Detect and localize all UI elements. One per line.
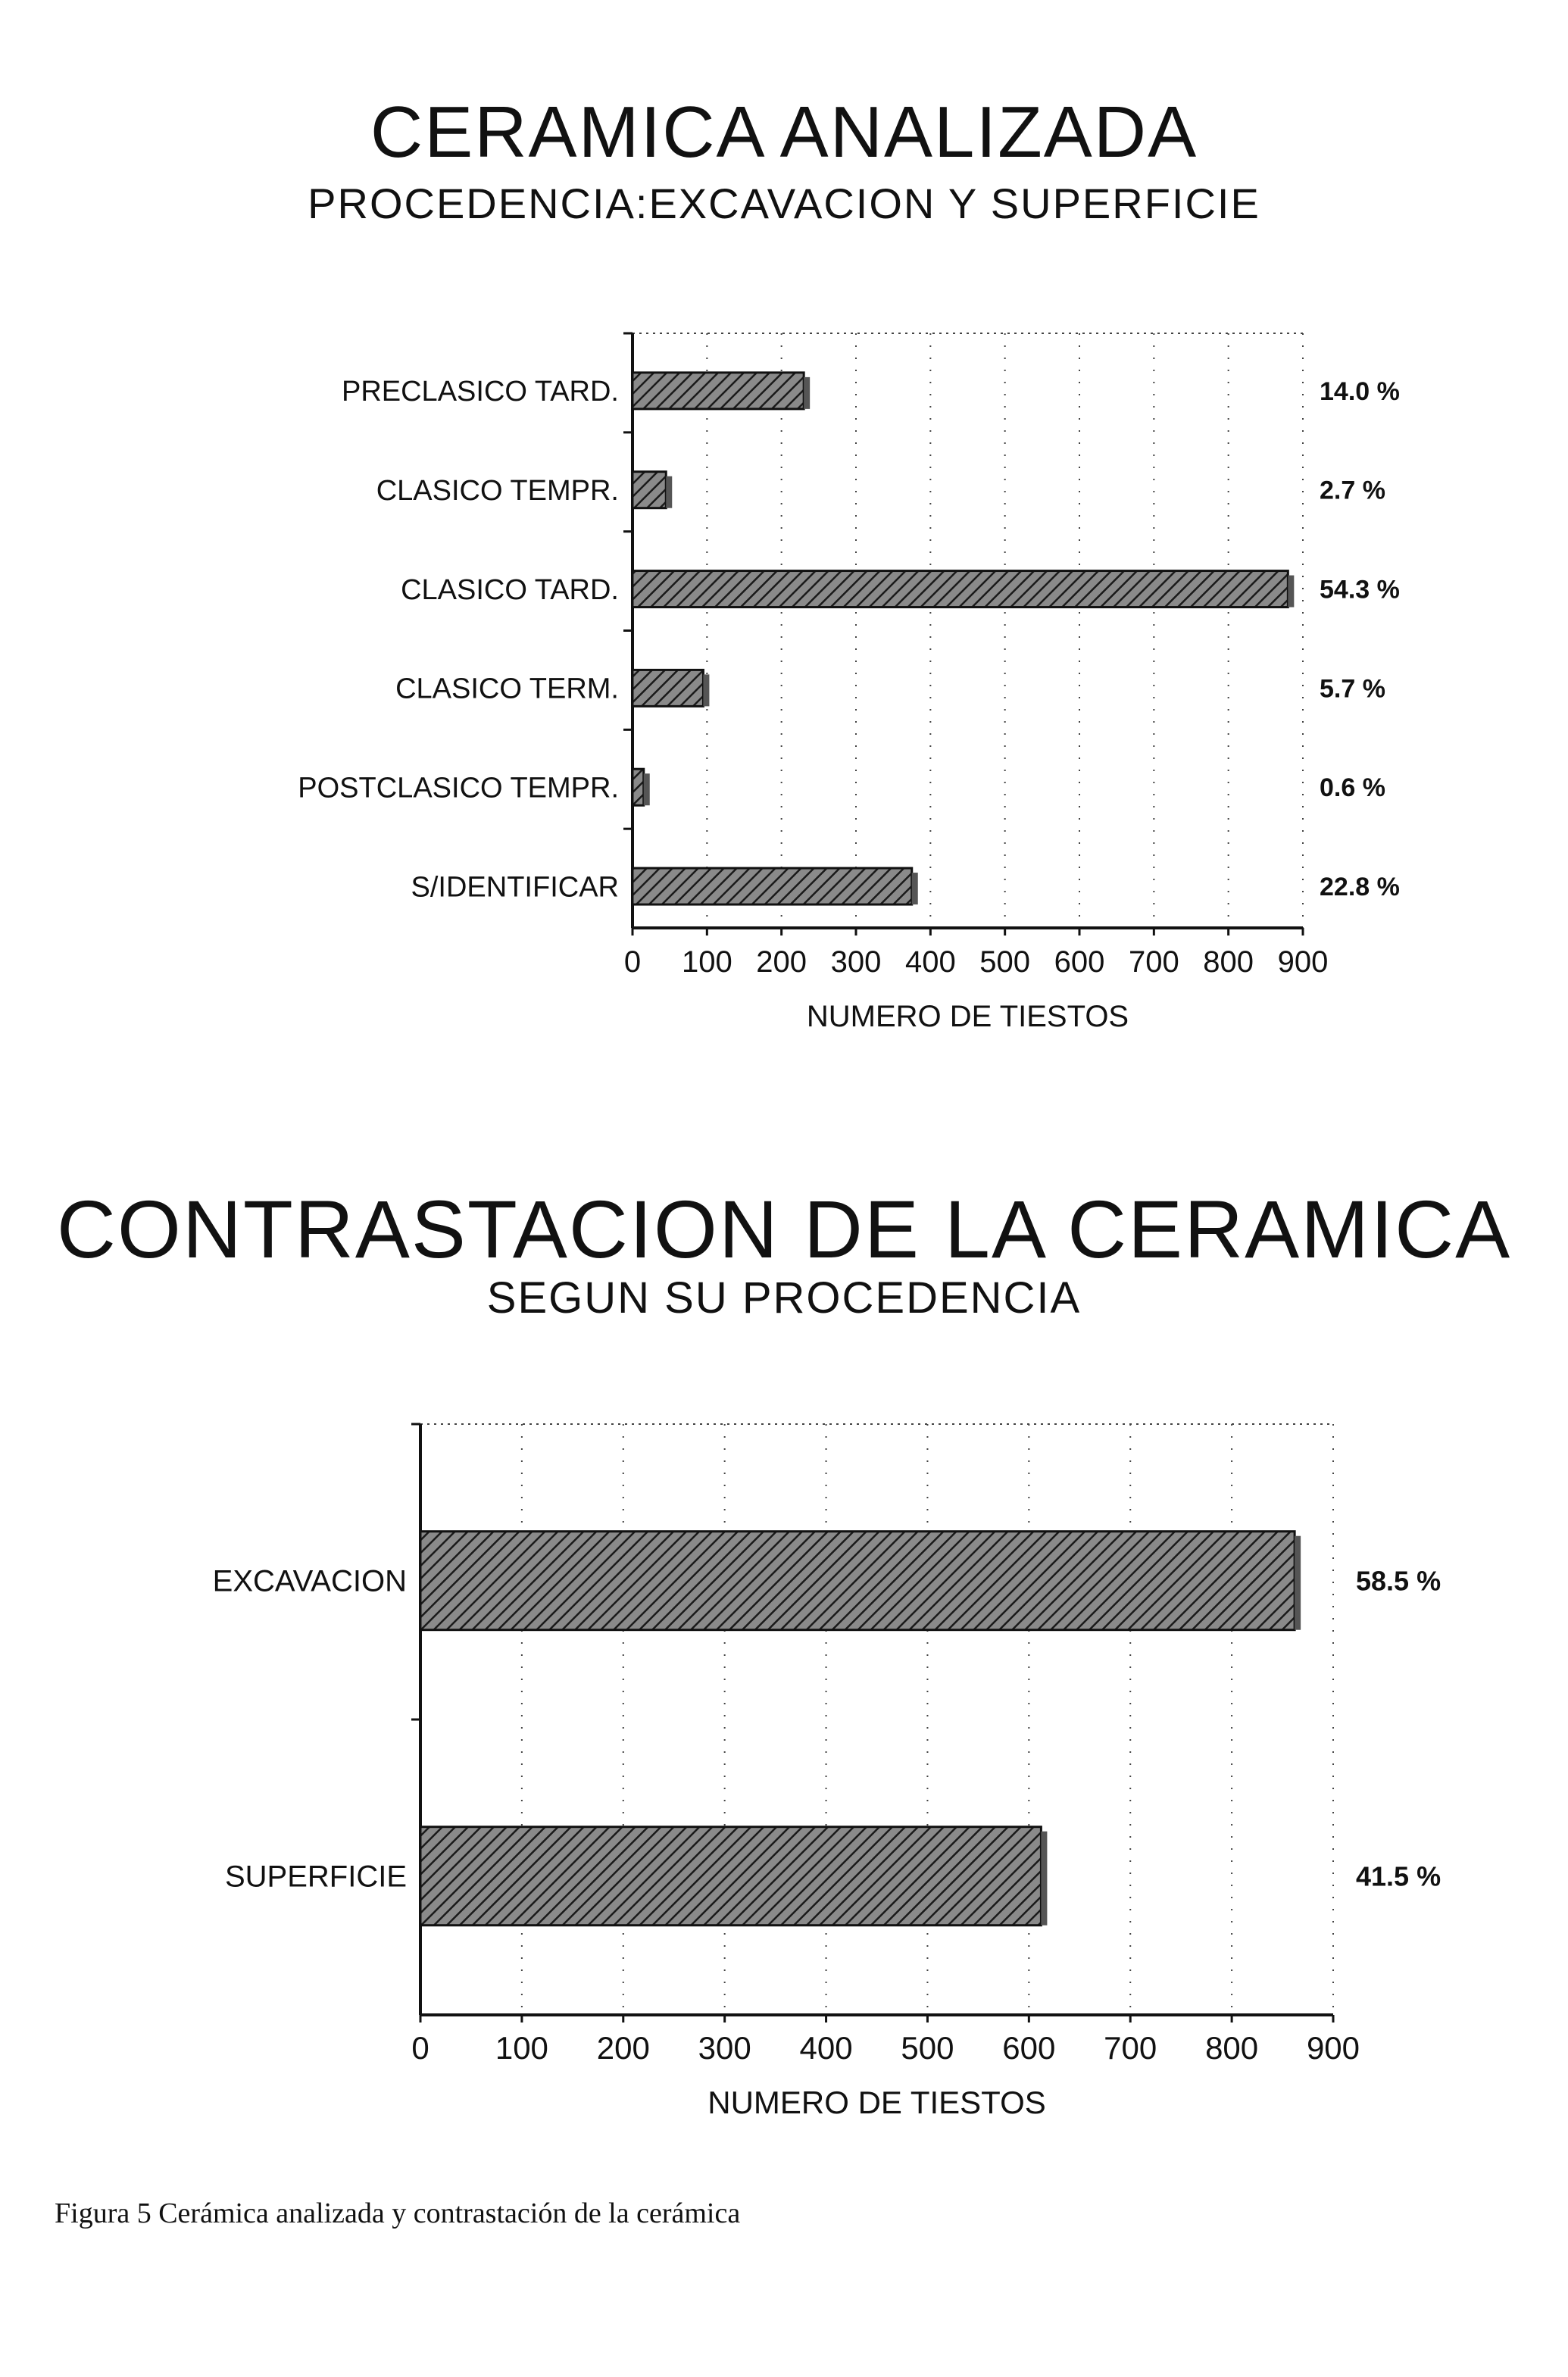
chart2-subtitle: SEGUN SU PROCEDENCIA xyxy=(486,1273,1082,1323)
x-tick-label: 100 xyxy=(495,2030,548,2066)
x-tick-label: 700 xyxy=(1104,2030,1157,2066)
bar xyxy=(420,1827,1041,1926)
x-tick-label: 800 xyxy=(1205,2030,1259,2066)
x-tick-label: 600 xyxy=(1054,945,1105,979)
x-tick-label: 700 xyxy=(1128,945,1179,979)
category-label: S/IDENTIFICAR xyxy=(411,871,619,904)
x-tick-label: 500 xyxy=(901,2030,954,2066)
x-tick-label: 100 xyxy=(681,945,732,979)
x-tick-label: 200 xyxy=(756,945,807,979)
bar xyxy=(633,769,644,805)
x-tick-label: 200 xyxy=(596,2030,650,2066)
category-label: POSTCLASICO TEMPR. xyxy=(298,772,619,804)
data-label: 58.5 % xyxy=(1356,1565,1441,1597)
x-tick-label: 300 xyxy=(830,945,882,979)
category-label: EXCAVACION xyxy=(212,1564,407,1598)
bar xyxy=(633,571,1288,608)
x-tick-label: 900 xyxy=(1277,945,1329,979)
figure-caption: Figura 5 Cerámica analizada y contrastación de la cerámica xyxy=(55,2197,741,2229)
data-label: 54.3 % xyxy=(1320,575,1400,604)
chart1-subtitle: PROCEDENCIA:EXCAVACION Y SUPERFICIE xyxy=(308,180,1260,227)
x-tick-label: 400 xyxy=(904,945,956,979)
category-label: CLASICO TARD. xyxy=(401,573,619,606)
data-label: 14.0 % xyxy=(1320,376,1400,406)
x-tick-label: 500 xyxy=(979,945,1031,979)
x-axis-title: NUMERO DE TIESTOS xyxy=(806,1000,1129,1033)
chart1-plot xyxy=(0,318,1568,1076)
bar-depth-edge xyxy=(1295,1536,1301,1630)
x-tick-label: 400 xyxy=(799,2030,853,2066)
data-label: 0.6 % xyxy=(1320,773,1385,803)
x-tick-label: 800 xyxy=(1203,945,1254,979)
x-tick-label: 900 xyxy=(1306,2030,1360,2066)
category-label: PRECLASICO TARD. xyxy=(341,376,619,408)
bar xyxy=(633,868,912,904)
category-label: CLASICO TEMPR. xyxy=(376,475,619,508)
bar-depth-edge xyxy=(1288,576,1294,608)
bar-depth-edge xyxy=(804,377,810,409)
category-label: CLASICO TERM. xyxy=(395,673,619,705)
bar-depth-edge xyxy=(703,674,709,706)
x-tick-label: 300 xyxy=(698,2030,751,2066)
data-label: 22.8 % xyxy=(1320,872,1400,901)
data-label: 41.5 % xyxy=(1356,1860,1441,1892)
bar-depth-edge xyxy=(644,773,650,805)
chart2-title: CONTRASTACION DE LA CERAMICA xyxy=(56,1183,1512,1275)
bar-depth-edge xyxy=(1041,1832,1047,1926)
bar-depth-edge xyxy=(666,476,672,508)
x-axis-title: NUMERO DE TIESTOS xyxy=(707,2085,1046,2120)
data-label: 2.7 % xyxy=(1320,476,1385,505)
bar xyxy=(633,373,804,409)
bar xyxy=(420,1532,1295,1630)
data-label: 5.7 % xyxy=(1320,674,1385,704)
chart2-plot xyxy=(0,1394,1568,2151)
category-label: SUPERFICIE xyxy=(224,1860,407,1894)
chart1-title: CERAMICA ANALIZADA xyxy=(370,92,1198,173)
bar-depth-edge xyxy=(912,873,918,904)
bar xyxy=(633,670,703,706)
x-tick-label: 600 xyxy=(1002,2030,1056,2066)
x-tick-label: 0 xyxy=(623,945,642,979)
bar xyxy=(633,472,666,508)
x-tick-label: 0 xyxy=(411,2030,429,2066)
